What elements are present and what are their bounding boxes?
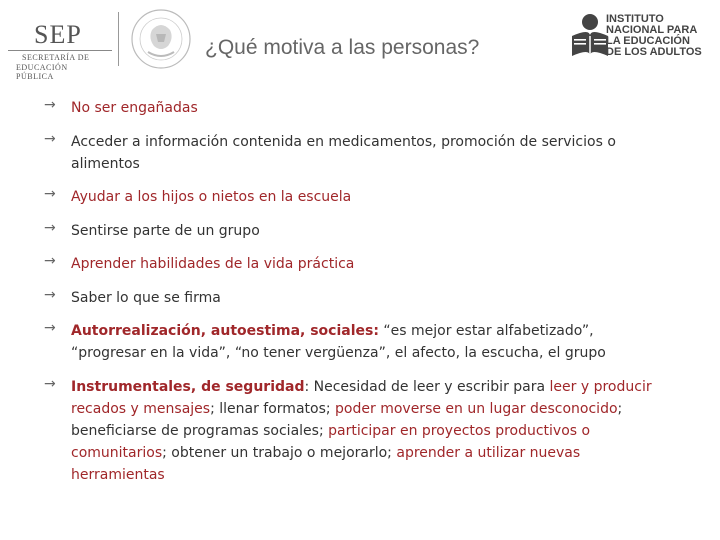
list-item-text [71,287,671,309]
sep-logo-text: SEP [34,20,82,49]
inea-line-4: DE LOS ADULTOS [606,46,702,58]
arrow-right-icon: → [44,287,56,303]
highlighted-text: Instrumentales, de seguridad [71,379,305,395]
sep-logo-subtitle-1: SECRETARÍA DE [22,53,90,62]
highlighted-text: Autorrealización, autoestima, sociales: [71,323,379,339]
arrow-right-icon: → [44,220,56,236]
list-item-text [71,97,671,119]
list-item-text [71,253,671,275]
list-item-text [71,131,671,175]
sep-logo-rule [8,50,112,51]
highlighted-text: poder moverse en un lugar desconocido [335,401,618,417]
logo-divider [118,12,119,66]
list-item-text [71,220,671,242]
highlighted-text: participar en proyectos productivos o comunitarios [71,423,591,461]
highlighted-text: Ayudar a los hijos o nietos en la escuela [71,189,352,205]
plain-text: “es mejor estar alfabetizado”, “progresar en la vida”, “no tener vergüenza”, el afecto, la escucha, el grupo [71,323,606,361]
slide-header [0,0,720,80]
mexico-coat-of-arms-icon [130,8,192,70]
inea-line-2: NACIONAL PARA [606,24,698,36]
list-item-text [71,376,671,486]
plain-text: Acceder a información contenida en medicamentos, promoción de servicios o alimentos [71,134,616,172]
sep-logo [6,10,106,81]
arrow-right-icon: → [44,131,56,147]
plain-text: : Necesidad de leer y escribir para [304,379,550,395]
highlighted-text: aprender a utilizar nuevas herramientas [71,445,581,483]
inea-line-1: INSTITUTO [606,13,664,25]
highlighted-text: Aprender habilidades de la vida práctica [71,256,355,272]
arrow-right-icon: → [44,376,56,392]
list-item-text [71,186,671,208]
arrow-right-icon: → [44,97,56,113]
plain-text: Sentirse parte de un grupo [71,223,260,239]
arrow-right-icon: → [44,186,56,202]
list-item-text [71,320,671,364]
plain-text: ; obtener un trabajo o mejorarlo; [162,445,397,461]
arrow-right-icon: → [44,253,56,269]
plain-text: ; beneficiarse de programas sociales; [71,401,623,439]
highlighted-text: leer y producir recados y mensajes [71,379,652,417]
page-title: ¿Qué motiva a las personas? [205,36,480,59]
sep-logo-subtitle-2: EDUCACIÓN PÚBLICA [16,63,68,81]
inea-logo-text [606,14,716,58]
plain-text: ; llenar formatos; [210,401,336,417]
inea-line-3: LA EDUCACIÓN [606,35,690,47]
highlighted-text: No ser engañadas [71,100,198,116]
arrow-right-icon: → [44,320,56,336]
plain-text: Saber lo que se firma [71,290,221,306]
